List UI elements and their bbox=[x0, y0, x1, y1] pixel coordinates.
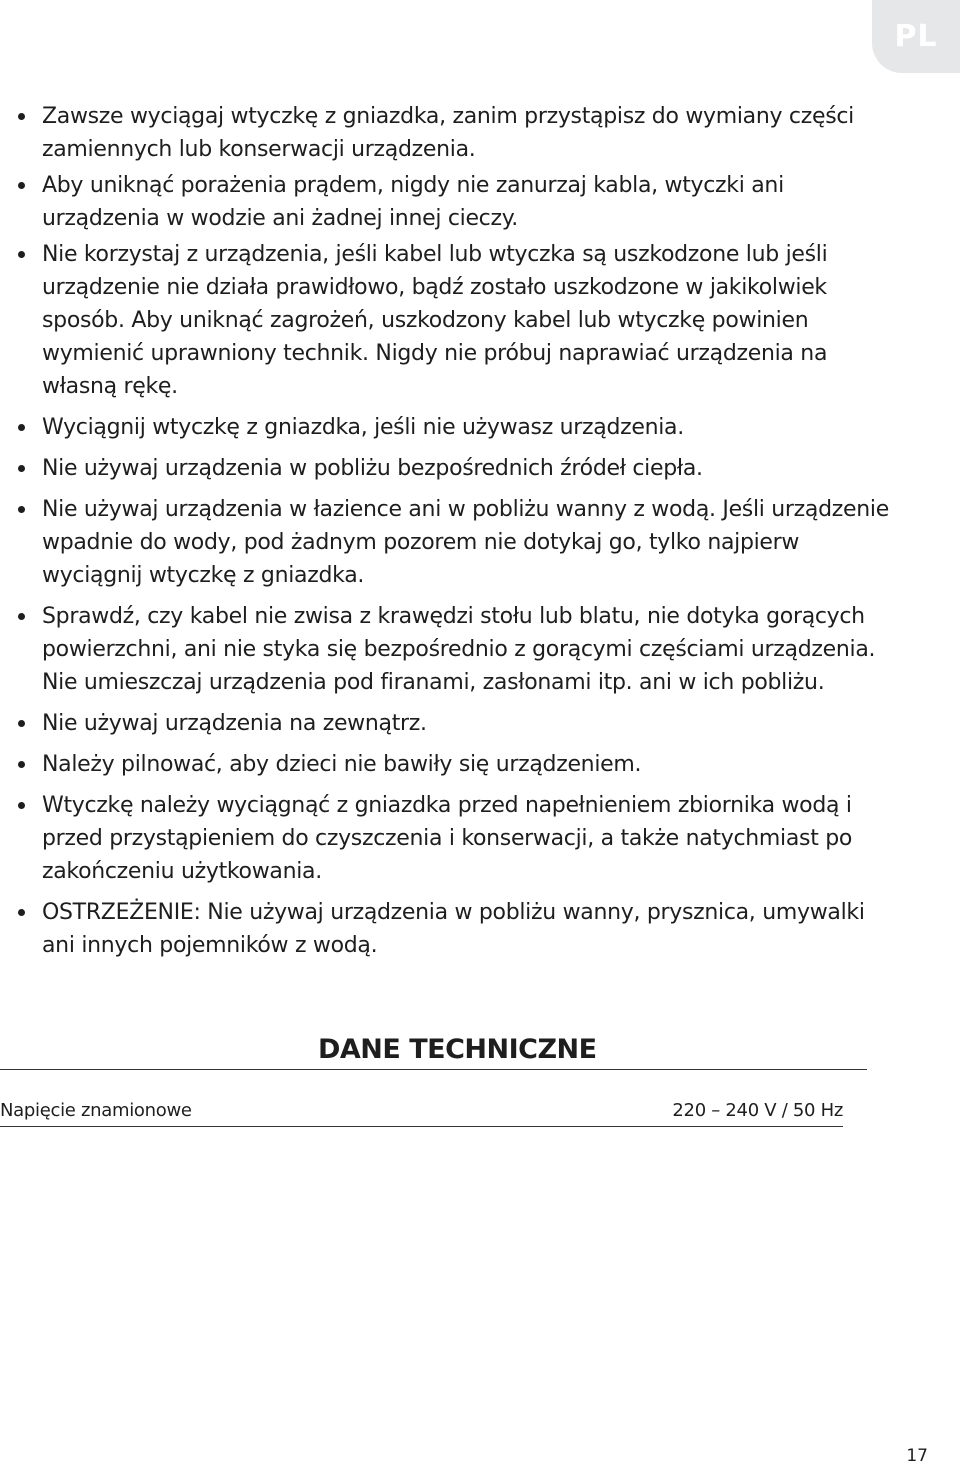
list-item bbox=[12, 789, 892, 888]
bullet-icon bbox=[18, 802, 25, 809]
bullet-icon bbox=[18, 251, 25, 258]
list-item bbox=[12, 896, 892, 962]
list-item bbox=[12, 238, 892, 403]
language-tab: PL bbox=[872, 0, 960, 73]
list-item-text: Nie używaj urządzenia w pobliżu bezpośrednich źródeł ciepła. bbox=[42, 456, 703, 481]
list-item-text: Sprawdź, czy kabel nie zwisa z krawędzi stołu lub blatu, nie dotyka gorących powierzchni, ani nie styka się bezpośrednio z gorącymi częściami urządzenia. Nie umieszczaj urządzenia pod firanami, zasłonami itp. ani w ich pobliżu. bbox=[42, 604, 876, 695]
list-item bbox=[12, 100, 892, 166]
list-item bbox=[12, 493, 892, 592]
list-item bbox=[12, 748, 892, 781]
list-item-text: OSTRZEŻENIE: Nie używaj urządzenia w pobliżu wanny, prysznica, umywalki ani innych pojemników z wodą. bbox=[42, 900, 865, 958]
list-item-text: Aby uniknąć porażenia prądem, nigdy nie zanurzaj kabla, wtyczki ani urządzenia w wodzie ani żadnej innej cieczy. bbox=[42, 173, 784, 231]
section-divider bbox=[0, 1069, 867, 1070]
list-item-text: Wyciągnij wtyczkę z gniazdka, jeśli nie używasz urządzenia. bbox=[42, 415, 684, 440]
list-item bbox=[12, 707, 892, 740]
bullet-icon bbox=[18, 506, 25, 513]
list-item bbox=[12, 169, 892, 235]
bullet-icon bbox=[18, 465, 25, 472]
section-title-technical: DANE TECHNICZNE bbox=[318, 1034, 597, 1065]
page-number: 17 bbox=[906, 1446, 928, 1466]
bullet-icon bbox=[18, 909, 25, 916]
list-item-text: Zawsze wyciągaj wtyczkę z gniazdka, zanim przystąpisz do wymiany części zamiennych lub konserwacji urządzenia. bbox=[42, 104, 854, 162]
bullet-icon bbox=[18, 182, 25, 189]
bullet-icon bbox=[18, 761, 25, 768]
bullet-icon bbox=[18, 424, 25, 431]
list-item bbox=[12, 600, 892, 699]
spec-label: Napięcie znamionowe bbox=[0, 1100, 192, 1121]
list-item bbox=[12, 411, 892, 444]
list-item-text: Nie używaj urządzenia na zewnątrz. bbox=[42, 711, 427, 736]
spec-value: 220 – 240 V / 50 Hz bbox=[672, 1100, 843, 1121]
list-item-text: Nie korzystaj z urządzenia, jeśli kabel lub wtyczka są uszkodzone lub jeśli urządzenie nie działa prawidłowo, bądź zostało uszkodzone w jakikolwiek sposób. Aby uniknąć zagrożeń, uszkodzony kabel lub wtyczkę powinien wymienić uprawniony technik. Nigdy nie próbuj naprawiać urządzenia na własną rękę. bbox=[42, 242, 828, 399]
list-item-text: Nie używaj urządzenia w łazience ani w pobliżu wanny z wodą. Jeśli urządzenie wpadnie do wody, pod żadnym pozorem nie dotykaj go, tylko najpierw wyciągnij wtyczkę z gniazdka. bbox=[42, 497, 889, 588]
list-item-text: Należy pilnować, aby dzieci nie bawiły się urządzeniem. bbox=[42, 752, 642, 777]
safety-instructions-list bbox=[12, 100, 892, 970]
bullet-icon bbox=[18, 720, 25, 727]
bullet-icon bbox=[18, 113, 25, 120]
bullet-icon bbox=[18, 613, 25, 620]
list-item bbox=[12, 452, 892, 485]
list-item-text: Wtyczkę należy wyciągnąć z gniazdka przed napełnieniem zbiornika wodą i przed przystąpieniem do czyszczenia i konserwacji, a także natychmiast po zakończeniu użytkowania. bbox=[42, 793, 853, 884]
spec-row-rated-voltage bbox=[0, 1098, 843, 1127]
